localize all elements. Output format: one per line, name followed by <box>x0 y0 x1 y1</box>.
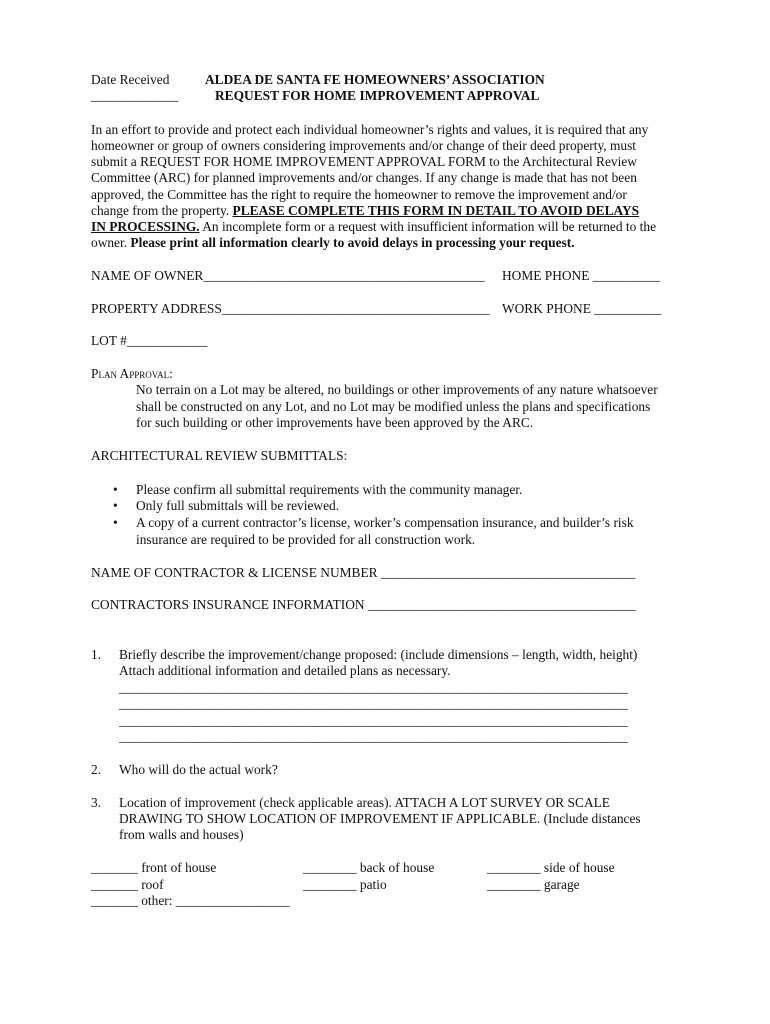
contractor-insurance-field[interactable]: CONTRACTORS INSURANCE INFORMATION ________________________________________ <box>91 597 636 612</box>
question-3-text: from walls and houses) <box>119 827 244 842</box>
question-1-text: Attach additional information and detailed plans as necessary. <box>119 663 451 678</box>
intro-emphasis: PLEASE COMPLETE THIS FORM IN DETAIL TO AVOID DELAYS <box>232 203 640 218</box>
answer-line[interactable]: ____________________________________________________________________________ <box>119 729 628 744</box>
form-title: REQUEST FOR HOME IMPROVEMENT APPROVAL <box>215 88 540 103</box>
answer-line[interactable]: ____________________________________________________________________________ <box>119 713 628 728</box>
plan-approval-line: for such building or other improvements have been approved by the ARC. <box>136 415 534 430</box>
intro-line: Committee (ARC) for planned improvements and/or changes. If any change is made that has not been <box>91 170 637 185</box>
submittals-heading: ARCHITECTURAL REVIEW SUBMITTALS: <box>91 448 348 463</box>
question-number: 1. <box>91 647 102 662</box>
location-back-of-house[interactable]: ________ back of house <box>303 860 435 875</box>
intro-emphasis: Please print all information clearly to avoid delays in processing your request. <box>130 235 575 250</box>
owner-name-label: NAME OF OWNER <box>91 268 204 283</box>
intro-text: An incomplete form or a request with insufficient information will be returned to the <box>199 219 657 234</box>
home-phone-field[interactable]: HOME PHONE __________ <box>502 268 660 283</box>
question-1-text: Briefly describe the improvement/change proposed: (include dimensions – length, width, height) <box>119 647 638 662</box>
location-garage[interactable]: ________ garage <box>487 877 580 892</box>
submittal-item: A copy of a current contractor’s license, worker’s compensation insurance, and builder’s risk <box>136 515 634 530</box>
location-roof[interactable]: _______ roof <box>91 877 164 892</box>
location-front-of-house[interactable]: _______ front of house <box>91 860 217 875</box>
submittal-item-continued: insurance are required to be provided for all construction work. <box>136 532 476 547</box>
question-3-text: Location of improvement (check applicable areas). ATTACH A LOT SURVEY OR SCALE <box>119 795 610 810</box>
owner-name-line[interactable]: __________________________________________ <box>203 268 485 283</box>
lot-number-field[interactable]: LOT #____________ <box>91 333 208 348</box>
location-side-of-house[interactable]: ________ side of house <box>487 860 615 875</box>
bullet-icon: • <box>113 482 118 497</box>
location-patio[interactable]: ________ patio <box>303 877 387 892</box>
intro-line <box>91 203 639 219</box>
intro-text: change from the property. <box>91 203 233 218</box>
intro-line <box>91 219 656 235</box>
work-phone-field[interactable]: WORK PHONE __________ <box>502 301 662 316</box>
association-name: ALDEA DE SANTA FE HOMEOWNERS’ ASSOCIATION <box>205 72 545 87</box>
answer-line[interactable]: ____________________________________________________________________________ <box>119 680 628 695</box>
question-number: 3. <box>91 795 102 810</box>
answer-line[interactable]: ____________________________________________________________________________ <box>119 696 628 711</box>
date-received-label: Date Received <box>91 72 170 87</box>
plan-approval-line: No terrain on a Lot may be altered, no buildings or other improvements of any nature whatsoever <box>136 382 658 397</box>
bullet-icon: • <box>113 498 118 513</box>
location-other[interactable]: _______ other: _________________ <box>91 893 290 908</box>
property-address-label: PROPERTY ADDRESS <box>91 301 222 316</box>
plan-approval-line: shall be constructed on any Lot, and no Lot may be modified unless the plans and specifications <box>136 399 651 414</box>
property-address-line[interactable]: ________________________________________ <box>221 301 490 316</box>
question-2-text: Who will do the actual work? <box>119 762 278 777</box>
intro-text: owner. <box>91 235 131 250</box>
intro-line: homeowner or group of owners considering improvements and/or change of their deed property, must <box>91 138 637 153</box>
owner-name-field[interactable] <box>91 268 485 284</box>
intro-line: approved, the Committee has the right to require the homeowner to remove the improvement and/or <box>91 187 627 202</box>
question-number: 2. <box>91 762 102 777</box>
date-received-field[interactable]: _____________ <box>91 88 179 103</box>
bullet-icon: • <box>113 515 118 530</box>
submittal-item: Only full submittals will be reviewed. <box>136 498 340 513</box>
property-address-field[interactable] <box>91 301 490 317</box>
intro-line: In an effort to provide and protect each individual homeowner’s rights and values, it is required that any <box>91 122 649 137</box>
intro-line <box>91 235 575 251</box>
question-3-text: DRAWING TO SHOW LOCATION OF IMPROVEMENT IF APPLICABLE. (Include distances <box>119 811 641 826</box>
intro-emphasis: IN PROCESSING. <box>91 219 200 234</box>
intro-line: submit a REQUEST FOR HOME IMPROVEMENT APPROVAL FORM to the Architectural Review <box>91 154 637 169</box>
submittal-item: Please confirm all submittal requirements with the community manager. <box>136 482 523 497</box>
plan-approval-heading: Plan Approval: <box>91 366 173 381</box>
contractor-license-field[interactable]: NAME OF CONTRACTOR & LICENSE NUMBER ______________________________________ <box>91 565 636 580</box>
